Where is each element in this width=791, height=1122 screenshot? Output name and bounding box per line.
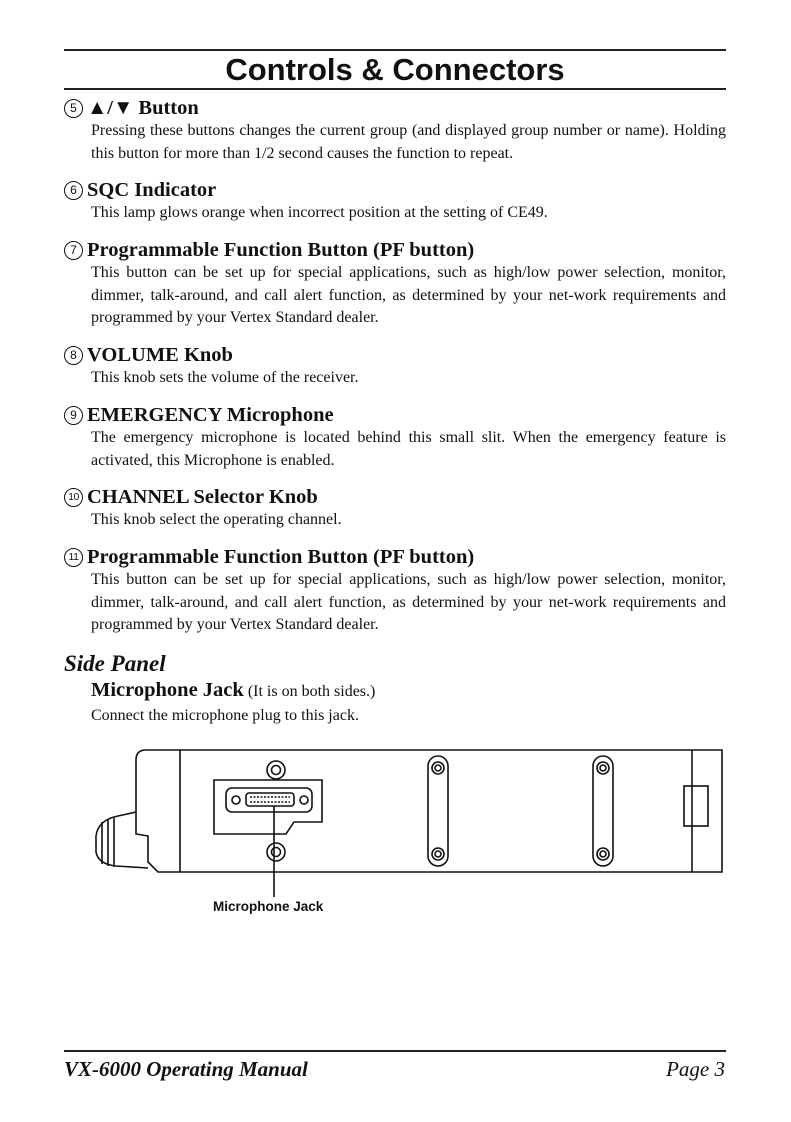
- section-title: EMERGENCY Microphone: [87, 404, 334, 426]
- section-body: This knob sets the volume of the receiver.: [91, 369, 359, 386]
- jack-socket: [226, 788, 312, 812]
- section-11: [64, 545, 726, 637]
- section-title: ▲/▼ Button: [87, 97, 199, 119]
- section-9: [64, 403, 726, 472]
- section-6: [64, 178, 726, 225]
- section-body: Pressing these buttons changes the current group (and displayed group number or name). Holding this button for more than 1/2 second causes the function to repeat.: [91, 122, 726, 162]
- title-underline: [64, 88, 726, 90]
- circled-number: 5: [64, 99, 83, 118]
- section-heading: [64, 545, 726, 569]
- page-title: Controls & Connectors: [225, 52, 565, 87]
- section-8: [64, 343, 726, 390]
- rear-connector: [684, 786, 708, 826]
- microphone-jack-heading: [91, 679, 375, 702]
- circled-number: 10: [64, 488, 83, 507]
- knob-icon: [96, 812, 148, 868]
- microphone-jack-description: Connect the microphone plug to this jack.: [91, 707, 359, 724]
- section-body: The emergency microphone is located behind this small slit. When the emergency feature is activated, this Microphone is enabled.: [91, 429, 726, 469]
- section-body: This lamp glows orange when incorrect position at the setting of CE49.: [91, 204, 548, 221]
- section-body: This knob select the operating channel.: [91, 511, 342, 528]
- circled-number: 9: [64, 406, 83, 425]
- circled-number: 6: [64, 181, 83, 200]
- footer-page-number: Page 3: [666, 1057, 725, 1081]
- section-title: SQC Indicator: [87, 179, 217, 201]
- section-5: [64, 96, 726, 165]
- microphone-jack-title: Microphone Jack: [91, 679, 244, 701]
- section-7: [64, 238, 726, 330]
- section-title: Programmable Function Button (PF button): [87, 546, 475, 568]
- microphone-jack-callout: Microphone Jack: [213, 899, 324, 914]
- side-panel-title: Side Panel: [64, 651, 166, 676]
- footer-rule: [64, 1050, 726, 1052]
- section-heading: [64, 238, 726, 262]
- section-body: This button can be set up for special applications, such as high/low power selection, monitor, dimmer, talk-around, and call alert function, as determined by your net-work requirements and programmed by your Vertex Standard dealer.: [91, 264, 726, 326]
- section-10: [64, 485, 726, 532]
- screw-icon: [267, 843, 285, 861]
- section-heading: [64, 96, 726, 120]
- section-title: VOLUME Knob: [87, 344, 233, 366]
- section-heading: [64, 178, 726, 202]
- microphone-jack-note: (It is on both sides.): [247, 683, 376, 700]
- side-panel-diagram: [88, 740, 728, 900]
- radio-body-outline: [136, 750, 722, 872]
- mount-plate: [428, 756, 448, 866]
- section-body: This button can be set up for special applications, such as high/low power selection, monitor, dimmer, talk-around, and call alert function, as determined by your net-work requirements and programmed by your Vertex Standard dealer.: [91, 571, 726, 633]
- mount-plate: [593, 756, 613, 866]
- section-title: CHANNEL Selector Knob: [87, 486, 318, 508]
- circled-number: 7: [64, 241, 83, 260]
- section-heading: [64, 485, 726, 509]
- top-rule: [64, 49, 726, 51]
- circled-number: 8: [64, 346, 83, 365]
- screw-icon: [267, 761, 285, 779]
- footer-manual-title: VX-6000 Operating Manual: [64, 1057, 308, 1081]
- section-title: Programmable Function Button (PF button): [87, 239, 475, 261]
- section-heading: [64, 403, 726, 427]
- section-heading: [64, 343, 726, 367]
- circled-number: 11: [64, 548, 83, 567]
